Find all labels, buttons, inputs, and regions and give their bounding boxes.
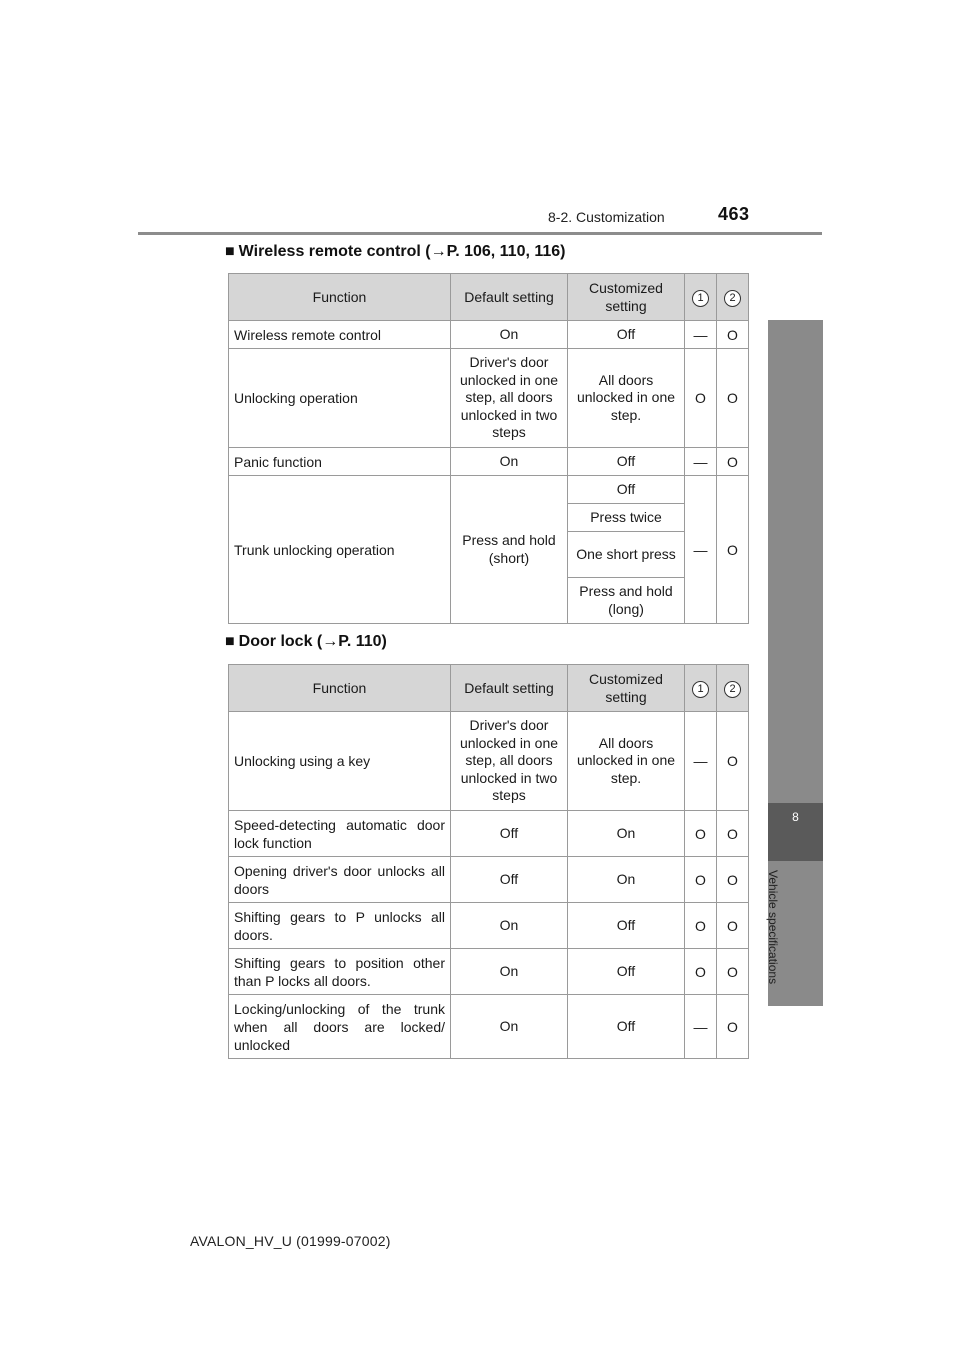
cell-col1: O [685, 949, 717, 995]
col-header-function: Function [229, 274, 451, 321]
cell-customized: Off [568, 995, 685, 1059]
cell-default: On [451, 321, 568, 349]
cell-default: On [451, 903, 568, 949]
cell-col1: — [685, 712, 717, 811]
table-row [229, 476, 749, 504]
cell-default: On [451, 995, 568, 1059]
cell-col2: O [717, 321, 749, 349]
door-lock-table [228, 664, 749, 1059]
cell-default: Off [451, 811, 568, 857]
cell-col1: — [685, 321, 717, 349]
cell-default: Driver's door unlocked in one step, all doors unlocked in two steps [451, 349, 568, 448]
circled-1-icon: 1 [692, 290, 709, 307]
cell-function: Trunk unlocking operation [229, 476, 451, 624]
cell-col1: O [685, 903, 717, 949]
cell-col1: O [685, 349, 717, 448]
cell-col2: O [717, 995, 749, 1059]
col-header-function: Function [229, 665, 451, 712]
col-header-default: Default setting [451, 665, 568, 712]
col-header-1 [685, 665, 717, 712]
table-row [229, 321, 749, 349]
cell-col2: O [717, 476, 749, 624]
cell-function: Wireless remote control [229, 321, 451, 349]
cell-col1: — [685, 995, 717, 1059]
table-row [229, 811, 749, 857]
side-gutter-top [768, 320, 823, 803]
table-row [229, 349, 749, 448]
cell-col1: — [685, 448, 717, 476]
table-row [229, 448, 749, 476]
cell-default: Press and hold (short) [451, 476, 568, 624]
wireless-remote-table [228, 273, 749, 624]
cell-function: Locking/unlocking of the trunk when all doors are locked/ unlocked [229, 995, 451, 1059]
cell-customized: Off [568, 949, 685, 995]
table-row [229, 857, 749, 903]
cell-customized-option: One short press [568, 532, 685, 578]
cell-customized-option: Press and hold (long) [568, 578, 685, 624]
cell-customized: Off [568, 903, 685, 949]
cell-customized-option: Press twice [568, 504, 685, 532]
cell-default: Driver's door unlocked in one step, all doors unlocked in two steps [451, 712, 568, 811]
cell-default: Off [451, 857, 568, 903]
cell-col1: O [685, 857, 717, 903]
cell-col2: O [717, 349, 749, 448]
cell-customized: Off [568, 321, 685, 349]
square-bullet-icon: ■ [225, 633, 235, 650]
section-title-text: Door lock (→P. 110) [238, 633, 387, 650]
cell-function: Unlocking operation [229, 349, 451, 448]
col-header-2 [717, 665, 749, 712]
cell-customized: On [568, 857, 685, 903]
col-header-default: Default setting [451, 274, 568, 321]
cell-function: Speed-detecting automatic door lock function [229, 811, 451, 857]
cell-col2: O [717, 949, 749, 995]
footer-code: AVALON_HV_U (01999-07002) [190, 1233, 391, 1249]
cell-col2: O [717, 903, 749, 949]
cell-customized: All doors unlocked in one step. [568, 349, 685, 448]
section-title-door-lock [225, 633, 387, 651]
table-row [229, 949, 749, 995]
table-row [229, 903, 749, 949]
cell-function: Panic function [229, 448, 451, 476]
cell-function: Shifting gears to position other than P locks all doors. [229, 949, 451, 995]
circled-2-icon: 2 [724, 290, 741, 307]
col-header-2 [717, 274, 749, 321]
square-bullet-icon: ■ [225, 243, 235, 260]
cell-col2: O [717, 857, 749, 903]
table-header-row [229, 665, 749, 712]
table-row [229, 995, 749, 1059]
cell-col1: O [685, 811, 717, 857]
chapter-label [766, 870, 790, 1010]
chapter-label-text: Vehicle specifications [766, 870, 780, 985]
section-title-text: Wireless remote control (→P. 106, 110, 116) [238, 243, 566, 260]
cell-function: Shifting gears to P unlocks all doors. [229, 903, 451, 949]
cell-default: On [451, 949, 568, 995]
cell-col2: O [717, 448, 749, 476]
col-header-customized: Customized setting [568, 665, 685, 712]
col-header-customized: Customized setting [568, 274, 685, 321]
circled-2-icon: 2 [724, 681, 741, 698]
circled-1-icon: 1 [692, 681, 709, 698]
cell-col1: — [685, 476, 717, 624]
header-rule [138, 232, 822, 235]
table-row [229, 712, 749, 811]
table-header-row [229, 274, 749, 321]
cell-customized: Off [568, 448, 685, 476]
cell-customized: On [568, 811, 685, 857]
cell-default: On [451, 448, 568, 476]
cell-customized-option: Off [568, 476, 685, 504]
cell-customized: All doors unlocked in one step. [568, 712, 685, 811]
col-header-1 [685, 274, 717, 321]
cell-col2: O [717, 712, 749, 811]
page-number: 463 [718, 204, 750, 224]
chapter-tab [768, 803, 823, 861]
cell-function: Opening driver's door unlocks all doors [229, 857, 451, 903]
cell-function: Unlocking using a key [229, 712, 451, 811]
chapter-number: 8 [792, 810, 799, 824]
section-header: 8-2. Customization [548, 209, 665, 225]
cell-col2: O [717, 811, 749, 857]
section-title-wireless-remote [225, 243, 566, 261]
